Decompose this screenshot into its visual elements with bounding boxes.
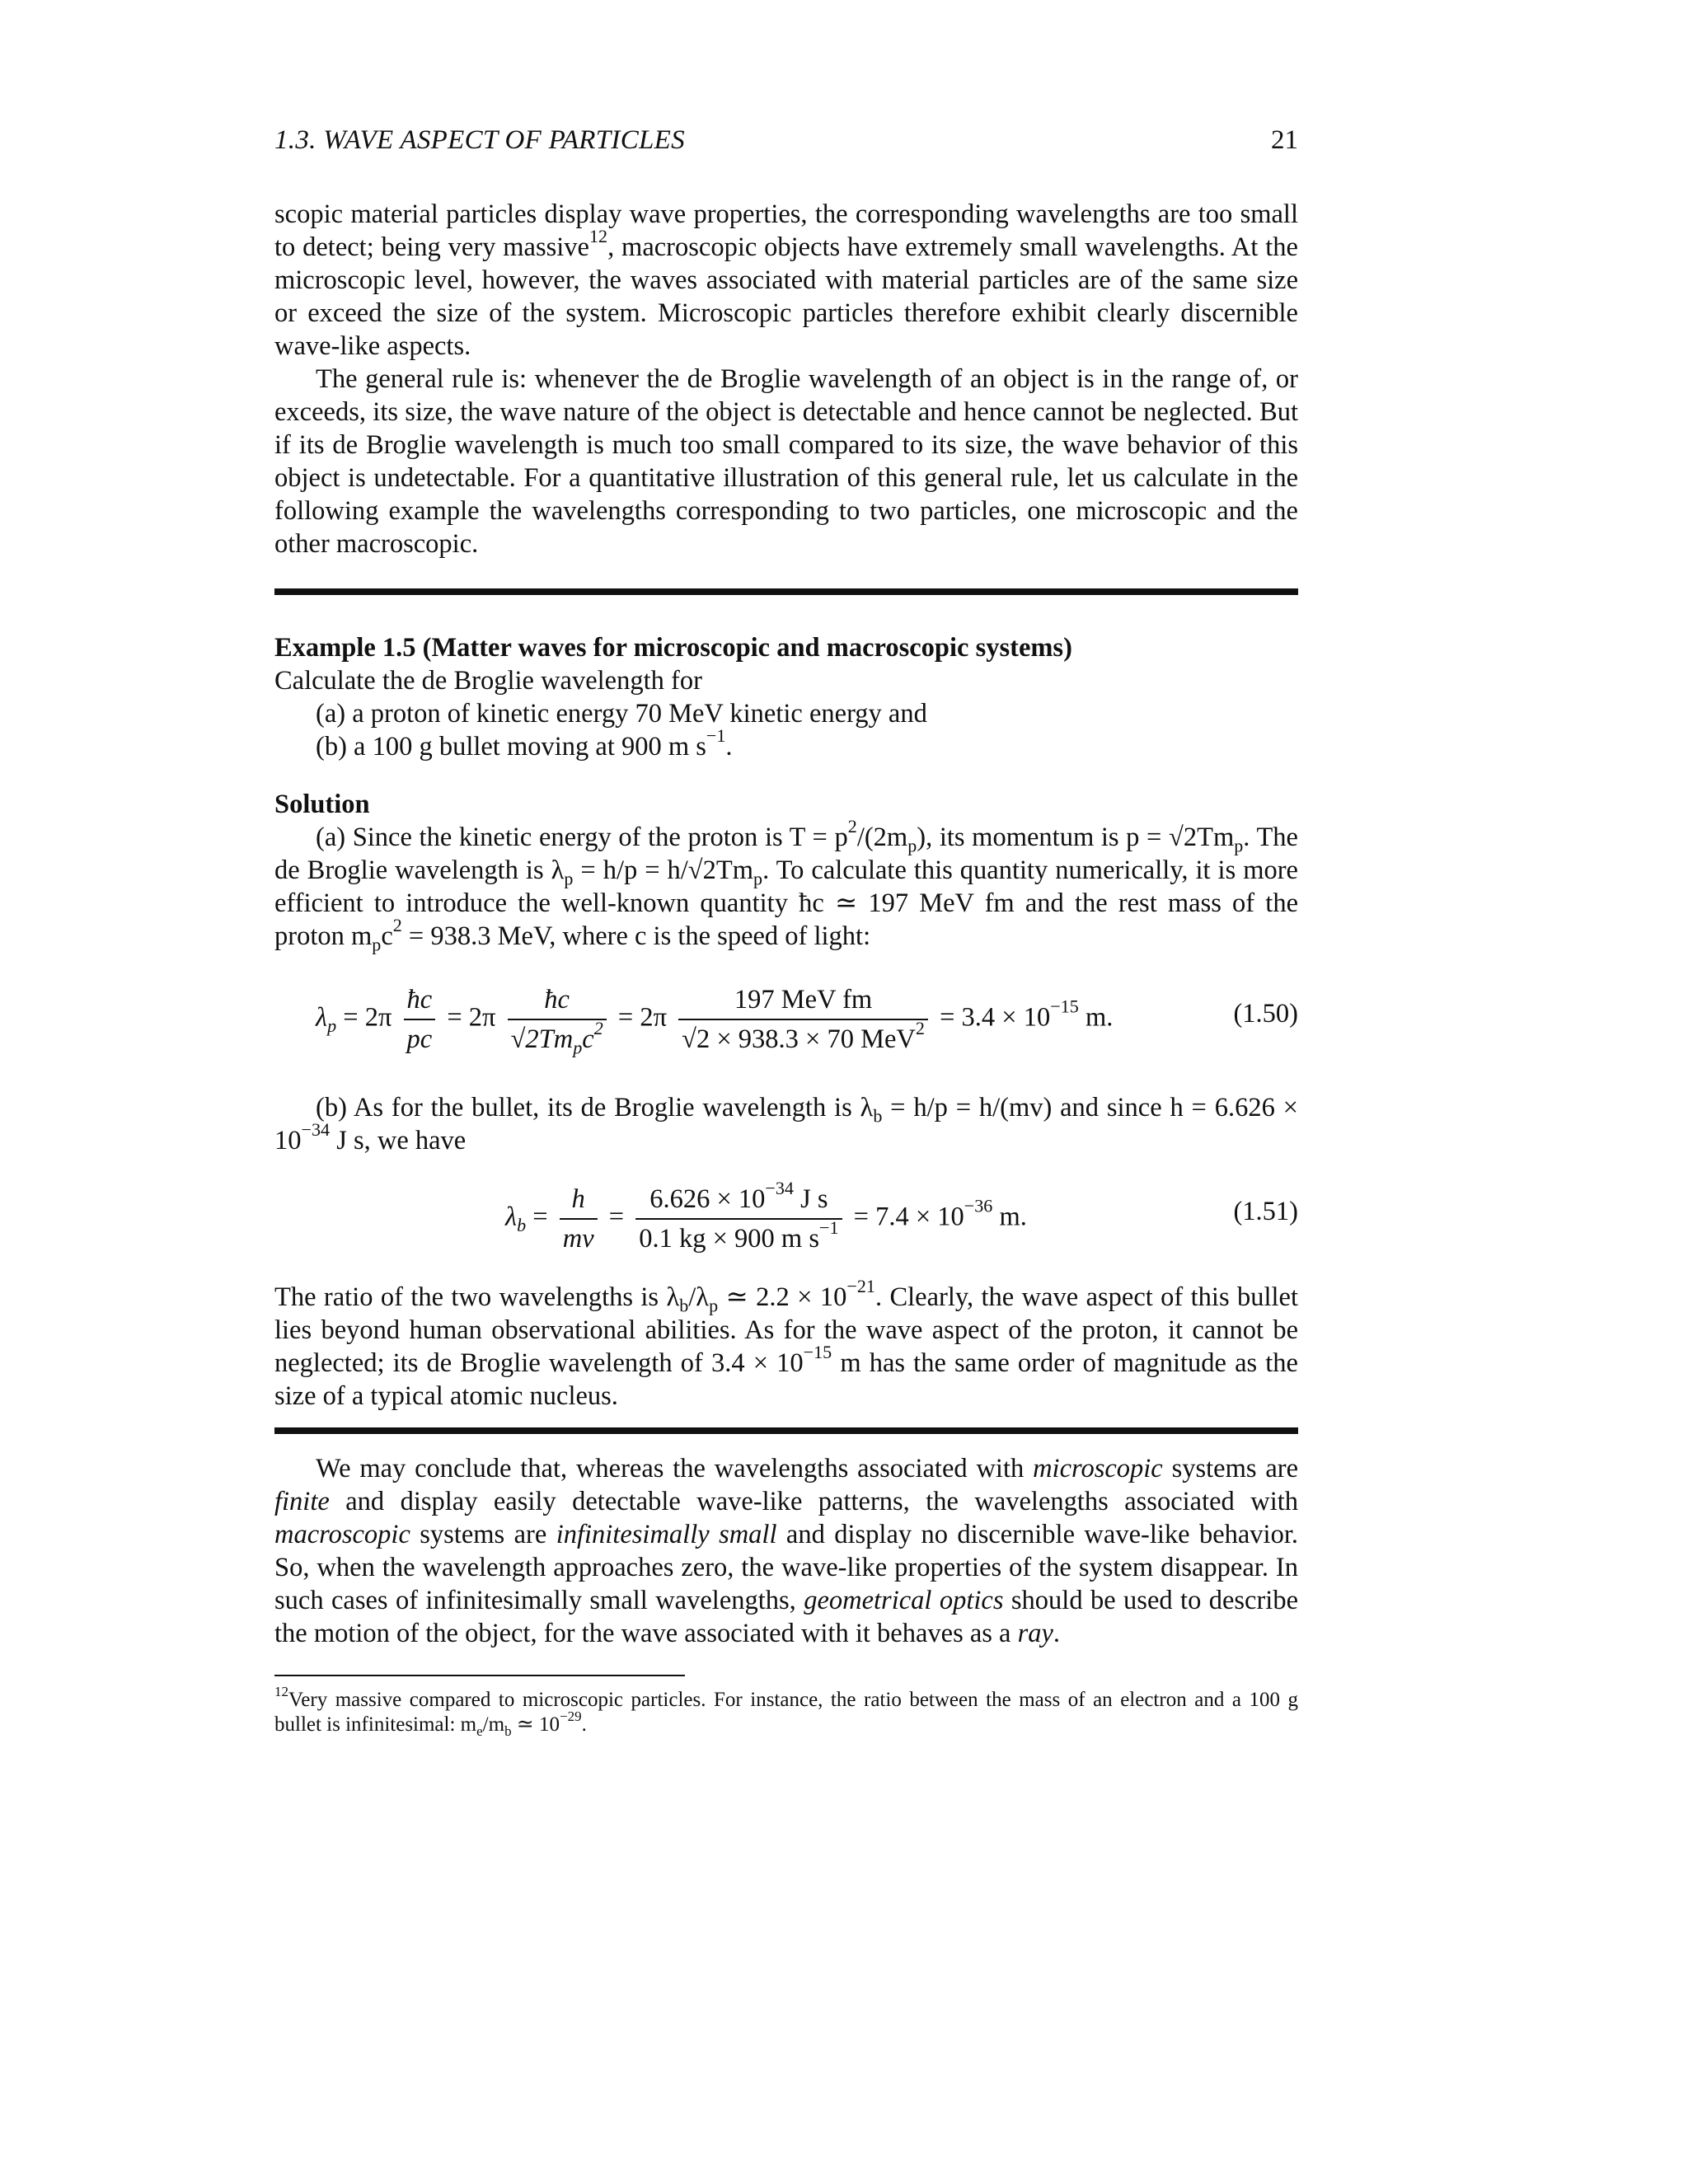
example-item-b: (b) a 100 g bullet moving at 900 m $s^{-1}$.: [316, 725, 733, 762]
page-body: [274, 198, 1298, 1737]
paragraph: scopic material particles display wave properties, the corresponding wavelengths are too small to detect; being very massive$^{12}$, macroscopic objects have extremely small wavelengths. At the microscopic level, however, the waves associated with material particles are of the same size or exceed the size of the system. Microscopic particles therefore exhibit clearly discernible wave-like aspects.: [274, 199, 1298, 361]
solution-part-b: (b) As for the bullet, its de Broglie wavelength is $\lambda_b = h/p = h/(mv)$ and since $h = 6.626 \times 10^{-34}$ J s, we have: [274, 1093, 1298, 1155]
paragraph: The general rule is: whenever the de Broglie wavelength of an object is in the range of, or exceeds, its size, the wave nature of the object is detectable and hence cannot be neglected. But if its de Broglie wavelength is much too small compared to its size, the wave behavior of this object is undetectable. For a quantitative illustration of this general rule, let us calculate in the following example the wavelengths corresponding to two particles, one microscopic and the other macroscopic.: [274, 364, 1298, 559]
equation-number: (1.50): [1233, 999, 1298, 1029]
ratio-paragraph: The ratio of the two wavelengths is $\lambda_b/\lambda_p$ ≃ $2.2 \times 10^{-21}$. Clearly, the wave aspect of this bullet lies beyond human observational abilities. As for the wave aspect of the proton, it cannot be neglected; its de Broglie wavelength of $3.4 \times 10^{-15}$ m has the same order of magnitude as the size of a typical atomic nucleus.: [274, 1276, 1298, 1411]
footnote-ref: 12: [588, 226, 608, 247]
fraction: $\frac{ħc}{√2Tm_pc^2}$: [508, 984, 607, 1055]
running-header: [274, 125, 1298, 163]
example-item-a: (a) a proton of kinetic energy 70 MeV kinetic energy and: [316, 699, 927, 729]
footnote-mark: 12: [274, 1683, 288, 1699]
fraction: $\frac{ħc}{pc}$: [404, 984, 436, 1055]
fraction: $\frac{6.626 \times 10^{-34} J s}{0.1 kg \times 900 m s^{-1}}$: [635, 1183, 842, 1254]
example-top-rule: [274, 588, 1298, 595]
example-title: Example 1.5 (Matter waves for microscopic and macroscopic systems): [274, 633, 1072, 663]
footnote: $^{12}$Very massive compared to microscopic particles. For instance, the ratio between the mass of an electron and a 100 g bullet is infinitesimal: $m_e/m_b$ ≃ $10^{-29}$.: [274, 1683, 1298, 1739]
solution-part-a: (a) Since the kinetic energy of the proton is $T = p^2/(2m_p)$, its momentum is $p = √2Tm_p$. The de Broglie wavelength is $\lambda_p = h/p = h/√2Tm_p$. To calculate this quantity numerically, it is more efficient to introduce the well-known quantity ħc ≃ 197 MeV fm and the rest mass of the proton $m_pc^2 = 938.3$ MeV, where c is the speed of light:: [274, 816, 1298, 955]
section-title: 1.3. WAVE ASPECT OF PARTICLES: [274, 125, 685, 155]
conclusion-paragraph: We may conclude that, whereas the wavelengths associated with microscopic systems are finite and display easily detectable wave-like patterns, the wavelengths associated with macroscopic systems are infinitesimally small and display no discernible wave-like behavior. So, when the wavelength approaches zero, the wave-like properties of the system disappear. In such cases of infinitesimally small wavelengths, geometrical optics should be used to describe the motion of the object, for the wave associated with it behaves as a ray.: [274, 1454, 1298, 1648]
footnote-rule: [274, 1675, 685, 1676]
fraction: $\frac{\text{197 MeV fm}}{√2 \times 938.3 \times 70 MeV^2}$: [678, 984, 928, 1055]
page-number: 21: [1271, 125, 1298, 155]
equation-1-50: $\lambda_p = 2\pi$ $\frac{ħc}{pc}$ = 2π $\frac{ħc}{√2Tm_pc^2}$ = 2π $\frac{\text{197 MeV fm}}{√2 \times 938.3 \times 70 MeV^2}$ = $3.4 \times 10^{-15}$ m. (1.50): [316, 985, 1298, 1058]
fraction: $\frac{h}{mv}$: [560, 1183, 598, 1254]
example-bottom-rule: [274, 1427, 1298, 1434]
example-intro: Calculate the de Broglie wavelength for: [274, 666, 702, 696]
equation-number: (1.51): [1233, 1197, 1298, 1226]
equation-1-51: $\lambda_b$ = $\frac{h}{mv}$ = $\frac{6.626 \times 10^{-34} J s}{0.1 kg \times 900 m s^{-1}}$ = $7.4 \times 10^{-36}$ m. (1.51): [505, 1178, 1298, 1254]
solution-label: Solution: [274, 790, 370, 819]
